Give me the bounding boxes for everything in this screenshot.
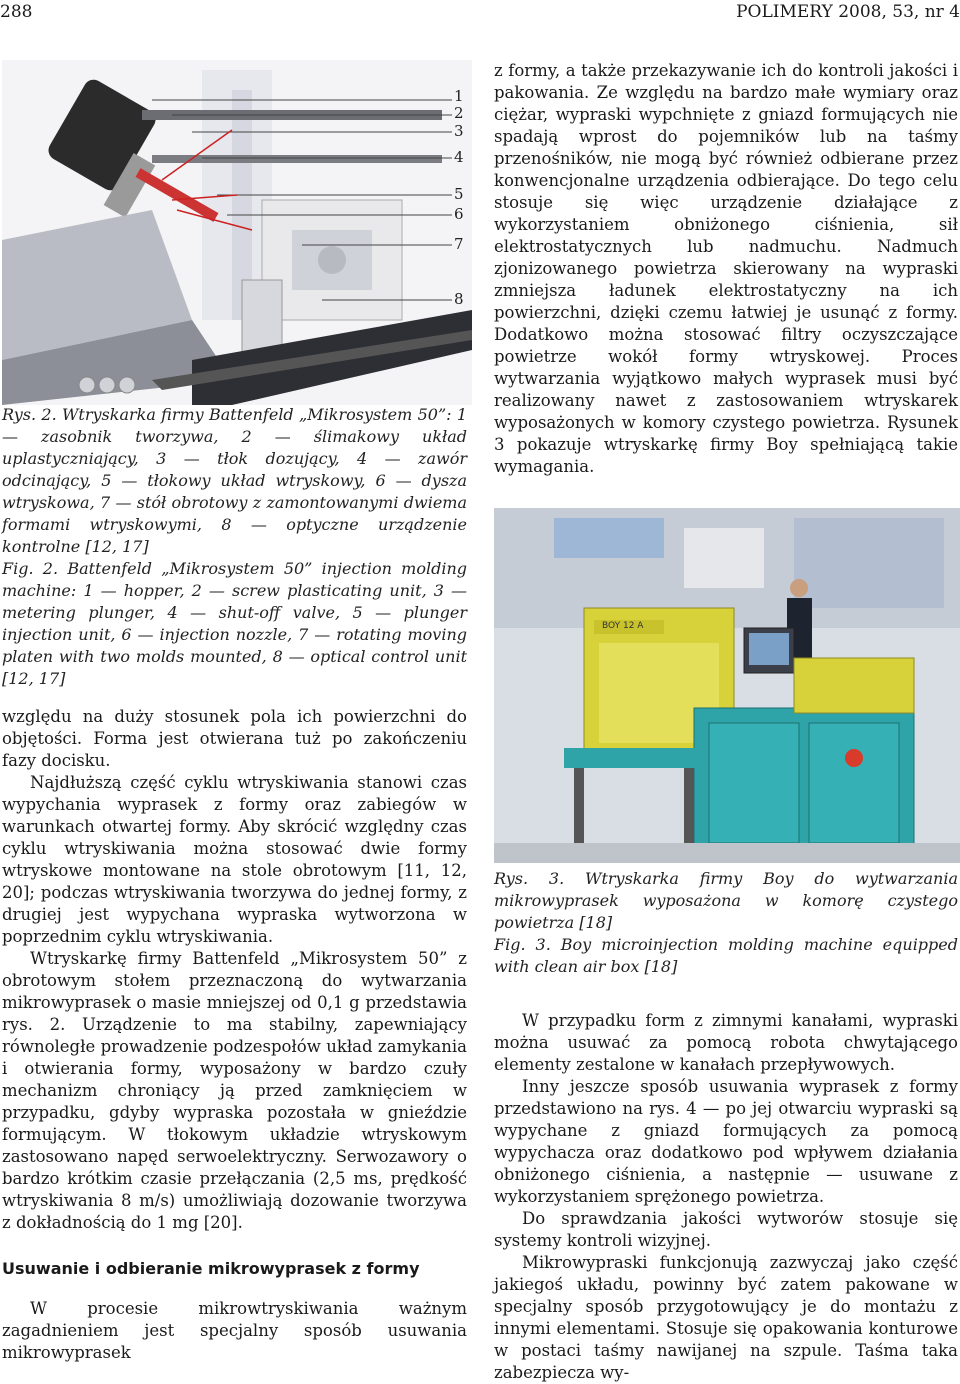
callout-8: 8 <box>454 290 464 308</box>
figure-2-caption-pl: Rys. 2. Wtryskarka firmy Battenfeld „Mikrosystem 50”: 1 — zasobnik tworzywa, 2 — ślimakowy układ uplastyczniający, 3 — tłok dozujący, 4 — zawór odcinający, 5 — tłokowy układ wtryskowy, 6 — dysza wtryskowa, 7 — stół obrotowy z zamontowanymi dwiema formami wtryskowymi, 8 — optyczne urządzenie kontrolne [12, 17] <box>2 405 467 556</box>
journal-reference: POLIMERY 2008, 53, nr 4 <box>736 2 960 22</box>
figure-2-photo <box>2 60 472 405</box>
callout-5: 5 <box>454 185 464 203</box>
right-paragraph-4: Mikrowypraski funkcjonują zazwyczaj jako część jakiegoś układu, powinny być zatem pakowane w specjalny sposób przygotowujący je do montażu z innymi elementami. Stosuje się opakowania konturowe w postaci taśmy nawijanej na szpule. Taśma taka zabezpiecza wy- <box>494 1253 958 1382</box>
running-header <box>0 2 960 28</box>
right-paragraph-2: Inny jeszcze sposób usuwania wyprasek z formy przedstawiono na rys. 4 — po jej otwarciu wypraski są wypychane z gniazd formujących za pomocą wypychacza oraz dodatkowo pod wpływem działania obniżonego ciśnienia, a następnie — usuwane z wykorzystaniem sprężonego powietrza. <box>494 1077 958 1206</box>
callout-4: 4 <box>454 148 464 166</box>
page-number: 288 <box>0 2 33 22</box>
figure-3-caption-en: Fig. 3. Boy microinjection molding machine equipped with clean air box [18] <box>494 935 958 976</box>
callout-7: 7 <box>454 235 464 253</box>
callout-1: 1 <box>454 87 464 105</box>
right-paragraph-3: Do sprawdzania jakości wytworów stosuje się systemy kontroli wizyjnej. <box>494 1209 958 1250</box>
left-paragraph-4: W procesie mikrowtryskiwania ważnym zagadnieniem jest specjalny sposób usuwania mikrowyprasek <box>2 1299 467 1362</box>
callout-2: 2 <box>454 104 464 122</box>
boy-panel-sign: BOY 12 A <box>602 621 644 631</box>
figure-3-caption-pl: Rys. 3. Wtryskarka firmy Boy do wytwarzania mikrowyprasek wyposażona w komorę czystego powietrza [18] <box>494 869 958 932</box>
callout-6: 6 <box>454 205 464 223</box>
section-heading: Usuwanie i odbieranie mikrowyprasek z formy <box>2 1259 420 1278</box>
figure-3-photo <box>494 508 960 863</box>
left-paragraph-1: względu na duży stosunek pola ich powierzchni do objętości. Forma jest otwierana tuż po zakończeniu fazy docisku. <box>2 707 467 770</box>
right-top-paragraph: z formy, a także przekazywanie ich do kontroli jakości i pakowania. Ze względu na bardzo małe wymiary oraz ciężar, wypraski wypchnięte z gniazd formujących nie spadają wprost do pojemników lub na taśmy przenośników, nie mogą być również odbierane przez konwencjonalne urządzenia odbierające. Do tego celu stosuje się więc urządzenie działające z wykorzystaniem obniżonego ciśnienia, sił elektrostatycznych lub nadmuchu. Nadmuch zjonizowanego powietrza skierowany na wypraski zmniejsza ładunek elektrostatyczny na ich powierzchni, dzięki czemu łatwiej je usunąć z formy. Dodatkowo można stosować filtry oczyszczające powietrze wokół formy wtryskowej. Proces wytwarzania wyjątkowo małych wyprasek musi być realizowany nawet z zastosowaniem wtryskarek wyposażonych w komory czystego powietrza. Rysunek 3 pokazuje wtryskarkę firmy Boy spełniającą takie wymagania. <box>494 61 958 476</box>
left-paragraph-3: Wtryskarkę firmy Battenfeld „Mikrosystem 50” z obrotowym stołem przeznaczoną do wytwarzania mikrowyprasek o masie mniejszej od 0,1 g przedstawia rys. 2. Urządzenie to ma stabilny, zapewniający równoległe prowadzenie podzespołów układ zamykania i otwierania formy, wyposażony w bardzo czuły mechanizm chroniący ją przed zamknięciem w przypadku, gdyby wypraska pozostała w gnieździe formującym. W tłokowym układzie wtryskowym zastosowano napęd serwoelektryczny. Serwozawory o bardzo krótkim czasie przełączania (2,5 ms, prędkość wtryskiwania 8 m/s) umożliwiają dozowanie tworzywa z dokładnością do 1 mg [20]. <box>2 949 467 1232</box>
left-paragraph-2: Najdłuższą część cyklu wtryskiwania stanowi czas wypychania wyprasek z formy oraz zabiegów w warunkach otwartej formy. Aby skrócić względny czas cyklu wtryskiwania można stosować dwie formy wtryskowe montowane na stole obrotowym [11, 12, 20]; podczas wtryskiwania tworzywa do jednej formy, z drugiej jest wypychana wypraska wytworzona w poprzednim cyklu wtryskiwania. <box>2 773 467 946</box>
callout-3: 3 <box>454 122 464 140</box>
figure-2-caption-en: Fig. 2. Battenfeld „Mikrosystem 50” injection molding machine: 1 — hopper, 2 — screw plasticating unit, 3 — metering plunger, 4 — shut-off valve, 5 — plunger injection unit, 6 — injection nozzle, 7 — rotating moving platen with two molds mounted, 8 — optical control unit [12, 17] <box>2 559 467 688</box>
battenfeld-machine-illustration <box>2 60 472 405</box>
boy-machine-illustration <box>494 508 960 863</box>
right-paragraph-1: W przypadku form z zimnymi kanałami, wypraski można usuwać za pomocą robota chwytającego elementy zestalone w kanałach przepływowych. <box>494 1011 958 1074</box>
